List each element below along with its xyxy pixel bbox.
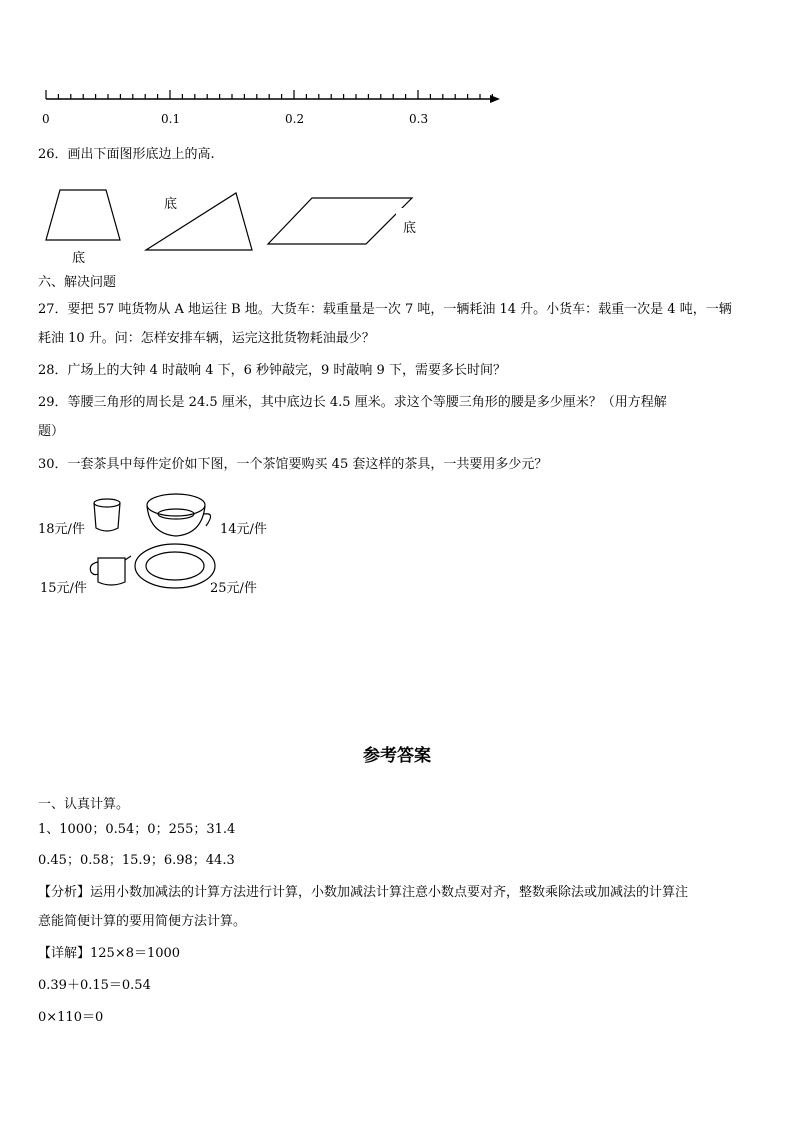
answers-calc-2: 0×110＝0 bbox=[38, 1010, 104, 1025]
plate-price: 25元/件 bbox=[210, 581, 257, 596]
tick-label-0-1: 0.1 bbox=[161, 112, 181, 126]
q26-figures bbox=[40, 180, 440, 268]
tea-set-figure bbox=[36, 486, 276, 601]
pitcher-price: 15元/件 bbox=[40, 581, 87, 596]
glass-icon bbox=[94, 499, 120, 531]
trapezoid-base-label: 底 bbox=[72, 251, 86, 266]
question-26: 26．画出下面图形底边上的高. bbox=[38, 147, 215, 162]
answers-section-1: 一、认真计算。 bbox=[38, 797, 130, 812]
question-29-line2: 题） bbox=[38, 424, 65, 439]
answers-calc-1: 0.39＋0.15＝0.54 bbox=[38, 978, 151, 993]
triangle-shape bbox=[146, 193, 252, 250]
trapezoid-shape bbox=[46, 190, 120, 240]
bowl-price: 14元/件 bbox=[220, 522, 267, 537]
analysis-line1: 【分析】运用小数加减法的计算方法进行计算，小数加减法计算注意小数点要对齐，整数乘除法或加减法的计算注 bbox=[38, 885, 689, 900]
question-27-line2: 耗油 10 升。问：怎样安排车辆，运完这批货物耗油最少？ bbox=[38, 331, 375, 346]
answers-line-2: 0.45；0.58；15.9；6.98；44.3 bbox=[38, 853, 235, 868]
question-28: 28．广场上的大钟 4 时敲响 4 下，6 秒钟敲完，9 时敲响 9 下，需要多长时间？ bbox=[38, 363, 506, 378]
number-line bbox=[38, 85, 508, 130]
question-30: 30．一套茶具中每件定价如下图，一个茶馆要购买 45 套这样的茶具，一共要用多少元？ bbox=[38, 457, 548, 472]
parallelogram-shape bbox=[268, 198, 412, 244]
teacup-icon bbox=[147, 494, 211, 536]
answers-detail: 【详解】125×8＝1000 bbox=[38, 946, 181, 961]
section-6-title: 六、解决问题 bbox=[38, 275, 117, 290]
question-29 bbox=[38, 388, 763, 446]
answers-title: 参考答案 bbox=[363, 746, 431, 766]
question-29-line1: 29．等腰三角形的周长是 24.5 厘米，其中底边长 4.5 厘米。求这个等腰三角形的腰是多少厘米？（用方程解 bbox=[38, 395, 667, 410]
tick-label-0: 0 bbox=[42, 112, 50, 126]
answers-line-1: 1、1000；0.54；0；255；31.4 bbox=[38, 822, 236, 837]
analysis-line2: 意能简便计算的要用简便方法计算。 bbox=[38, 914, 247, 929]
question-27 bbox=[38, 295, 763, 353]
arrow-right-icon bbox=[490, 95, 500, 103]
answers-analysis bbox=[38, 878, 763, 936]
triangle-base-label: 底 bbox=[164, 197, 178, 212]
glass-price: 18元/件 bbox=[38, 522, 85, 537]
tick-label-0-2: 0.2 bbox=[285, 112, 305, 126]
pitcher-icon bbox=[90, 556, 131, 585]
tick-label-0-3: 0.3 bbox=[409, 112, 429, 126]
plate-icon bbox=[135, 544, 215, 588]
parallelogram-base-label: 底 bbox=[403, 221, 417, 236]
question-27-line1: 27．要把 57 吨货物从 A 地运往 B 地。大货车：载重量是一次 7 吨，一辆耗油 14 升。小货车：载重一次是 4 吨，一辆 bbox=[38, 302, 732, 317]
